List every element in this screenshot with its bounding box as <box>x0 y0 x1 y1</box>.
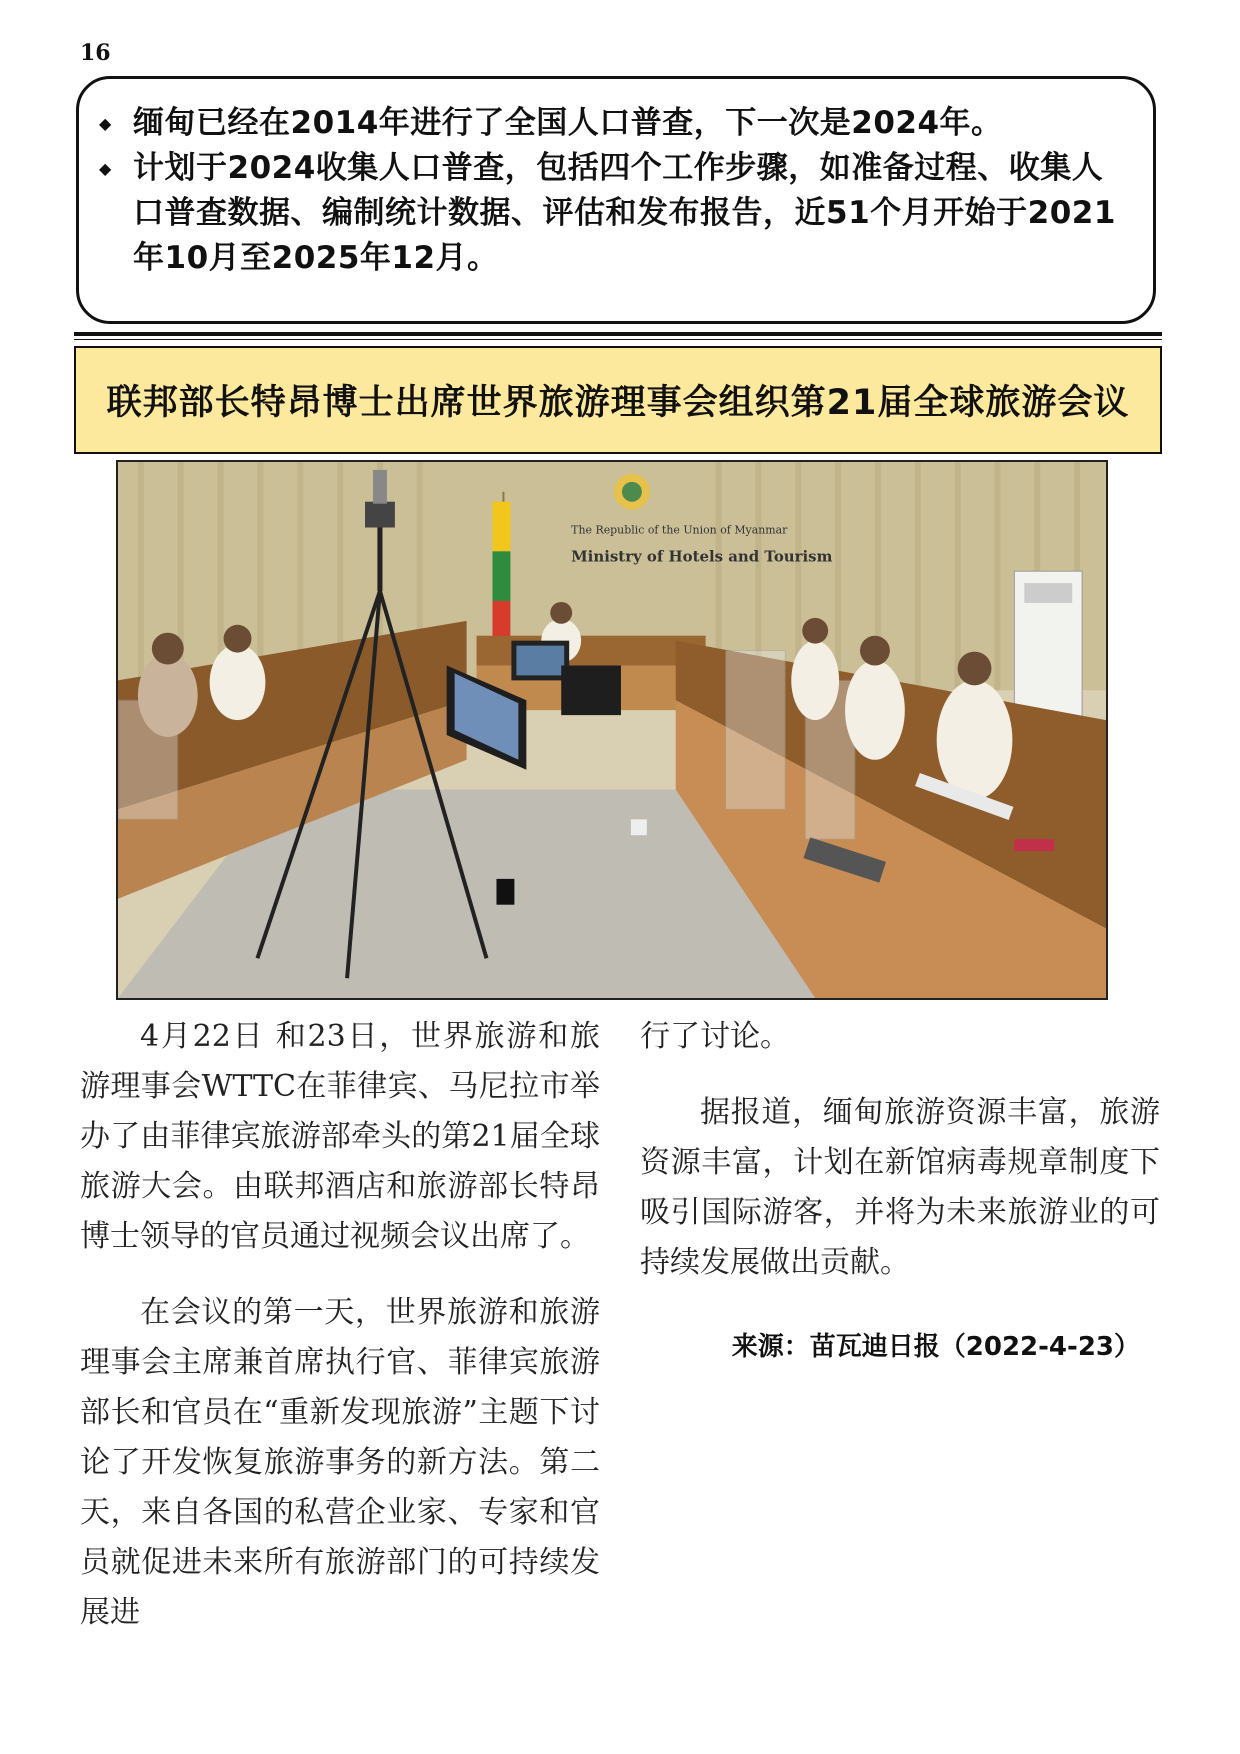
meeting-room-illustration <box>118 462 1106 998</box>
bullet-text: 缅甸已经在2014年进行了全国人口普查，下一次是2024年。 <box>133 105 1003 141</box>
article-source: 来源：苗瓦迪日报（2022-4-23） <box>731 1332 1140 1362</box>
article-headline: 联邦部长特昂博士出席世界旅游理事会组织第21届全球旅游会议 <box>106 383 1130 423</box>
page-number: 16 <box>80 40 111 66</box>
article-right-column <box>640 1012 1160 1363</box>
diamond-bullet-icon: ◆ <box>99 114 112 133</box>
headline-banner <box>74 346 1162 454</box>
diamond-bullet-icon: ◆ <box>99 159 112 178</box>
bullet-item <box>97 146 1131 281</box>
meeting-photo <box>116 460 1108 1000</box>
article-paragraph: 在会议的第一天，世界旅游和旅游理事会主席兼首席执行官、菲律宾旅游部长和官员在“重新发现旅游”主题下讨论了开发恢复旅游事务的新方法。第二天，来自各国的私营企业家、专家和官员就促进未来所有旅游部门的可持续发展进 <box>80 1295 600 1630</box>
article-paragraph: 4月22日 和23日，世界旅游和旅游理事会WTTC在菲律宾、马尼拉市举办了由菲律宾旅游部牵头的第21届全球旅游大会。由联邦酒店和旅游部长特昂博士领导的官员通过视频会议出席了。 <box>80 1019 600 1254</box>
article-paragraph: 据报道，缅甸旅游资源丰富，旅游资源丰富，计划在新馆病毒规章制度下吸引国际游客，并将为未来旅游业的可持续发展做出贡献。 <box>640 1095 1160 1280</box>
census-bullet-box <box>76 76 1156 324</box>
article-left-column <box>80 1012 600 1638</box>
section-divider-thick <box>74 332 1162 336</box>
wall-sign-line1: The Republic of the Union of Myanmar <box>571 523 788 537</box>
article-paragraph-continuation: 行了讨论。 <box>640 1019 790 1054</box>
bullet-item <box>97 101 1131 146</box>
bullet-text: 计划于2024收集人口普查，包括四个工作步骤，如准备过程、收集人口普查数据、编制统计数据、评估和发布报告，近51个月开始于2021年10月至2025年12月。 <box>133 150 1116 276</box>
wall-sign-line2: Ministry of Hotels and Tourism <box>571 547 833 566</box>
section-divider-thin <box>74 339 1162 340</box>
